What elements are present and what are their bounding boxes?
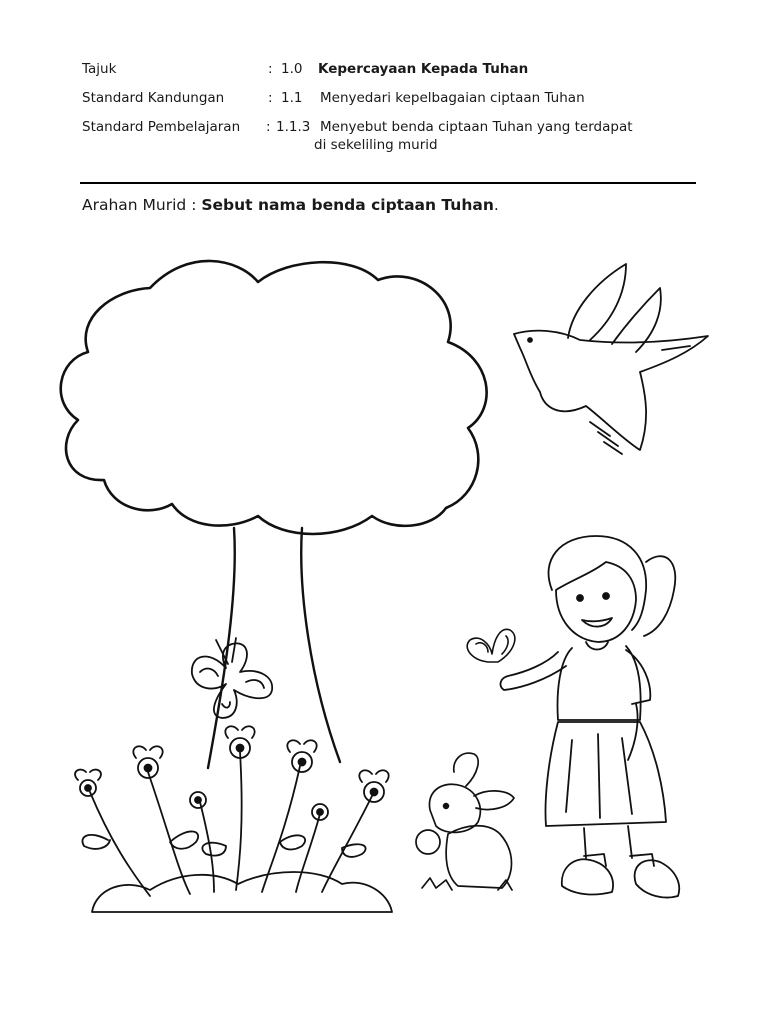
separator: : xyxy=(266,119,271,135)
girl-legs xyxy=(584,826,632,858)
flowers-illustration xyxy=(75,726,392,912)
separator: : xyxy=(268,90,273,106)
flower-leaves xyxy=(82,831,365,856)
bird-illustration xyxy=(514,264,708,454)
text-standard-kandungan: Menyedari kepelbagaian ciptaan Tuhan xyxy=(320,90,585,106)
separator: : xyxy=(268,61,273,77)
girl-eye-right xyxy=(603,593,609,599)
girl-socks xyxy=(584,854,654,866)
label-standard-kandungan: Standard Kandungan xyxy=(82,90,225,106)
rabbit-body xyxy=(446,826,511,888)
girl-illustration xyxy=(501,536,680,898)
bird-eye xyxy=(528,338,532,342)
butterfly-wings xyxy=(192,643,272,718)
label-standard-pembelajaran: Standard Pembelajaran xyxy=(82,119,241,135)
girl-collar xyxy=(586,642,608,650)
girl-skirt xyxy=(546,722,667,826)
rabbit-ear-left xyxy=(454,753,478,786)
girl-shoes xyxy=(562,859,679,897)
text-tajuk: Kepercayaan Kepada Tuhan xyxy=(318,61,529,77)
girl-arm-right xyxy=(628,704,638,760)
girl-arm-left xyxy=(501,652,566,690)
rabbit-grass xyxy=(422,878,512,890)
code-standard-pembelajaran: 1.1.3 xyxy=(276,119,311,135)
code-tajuk: 1.0 xyxy=(281,61,303,77)
flower-heads xyxy=(80,738,384,820)
instruction-lead: Arahan Murid : xyxy=(82,196,197,214)
text-standard-pembelajaran: Menyebut benda ciptaan Tuhan yang terdapat xyxy=(320,119,633,135)
bird-feathers xyxy=(590,346,690,454)
instruction-end: . xyxy=(493,196,499,214)
instruction-body: Sebut nama benda ciptaan Tuhan xyxy=(201,196,494,214)
bird-body xyxy=(514,331,708,450)
label-tajuk: Tajuk xyxy=(82,61,117,77)
girl-eye-left xyxy=(577,595,583,601)
text-standard-pembelajaran-line2: di sekeliling murid xyxy=(314,137,438,153)
small-butterfly-illustration xyxy=(467,629,515,662)
bird-wing-upper xyxy=(568,264,626,340)
rabbit-egg xyxy=(416,830,440,854)
rabbit-illustration xyxy=(416,753,514,890)
tree-crown xyxy=(61,261,487,534)
girl-mouth xyxy=(582,618,612,627)
rabbit-eye xyxy=(444,804,449,809)
girl-face xyxy=(556,562,636,642)
code-standard-kandungan: 1.1 xyxy=(281,90,303,106)
flower-stems xyxy=(90,752,372,896)
tree-trunk xyxy=(208,528,340,768)
butterfly-illustration xyxy=(192,638,272,718)
tree-illustration xyxy=(61,261,487,768)
girl-hair xyxy=(549,536,676,636)
